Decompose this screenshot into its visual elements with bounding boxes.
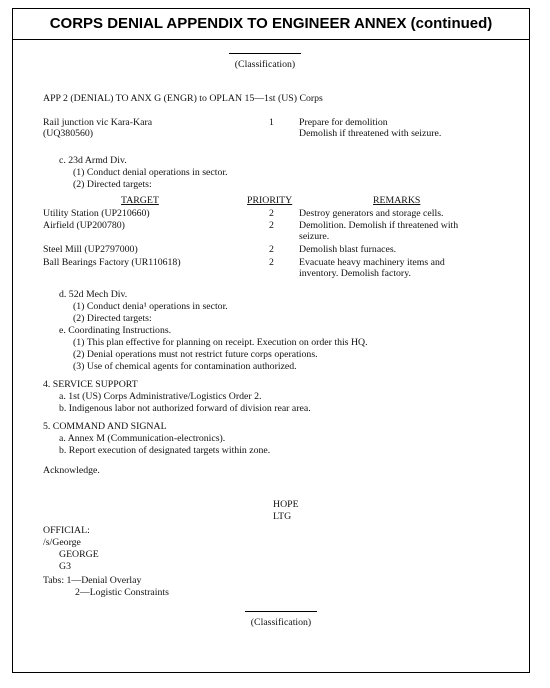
table-row-remarks: Evacuate heavy machinery items and [299, 257, 445, 268]
table-row-remarks: Demolition. Demolish if threatened with [299, 220, 459, 231]
document-title: CORPS DENIAL APPENDIX TO ENGINEER ANNEX (continued) [13, 9, 529, 40]
official-name: GEORGE [59, 549, 99, 560]
rail-target-line1: Rail junction vic Kara-Kara [43, 117, 153, 128]
section-e-item3: (3) Use of chemical agents for contamination authorized. [73, 361, 297, 372]
section-d-heading: d. 52d Mech Div. [59, 289, 128, 300]
document-page [12, 8, 530, 673]
table-row-target: Steel Mill (UP2797000) [43, 244, 138, 255]
classification-bottom: (Classification) [250, 617, 312, 628]
rail-remarks-line2: Demolish if threatened with seizure. [299, 128, 442, 139]
rail-remarks-line1: Prepare for demolition [299, 117, 388, 128]
column-header-remarks: REMARKS [373, 195, 421, 206]
table-row-priority: 2 [269, 220, 274, 231]
acknowledge-text: Acknowledge. [43, 465, 100, 476]
section-4-b: b. Indigenous labor not authorized forward of division rear area. [59, 403, 311, 414]
rail-target-line2: (UQ380560) [43, 128, 94, 139]
tabs-line1: Tabs: 1—Denial Overlay [43, 575, 142, 586]
section-5-b: b. Report execution of designated targets within zone. [59, 445, 271, 456]
section-4-a: a. 1st (US) Corps Administrative/Logistics Order 2. [59, 391, 262, 402]
section-c-item1: (1) Conduct denial operations in sector. [73, 167, 228, 178]
appendix-reference: APP 2 (DENIAL) TO ANX G (ENGR) to OPLAN 15—1st (US) Corps [43, 93, 323, 104]
section-e-item2: (2) Denial operations must not restrict future corps operations. [73, 349, 318, 360]
official-label: OFFICIAL: [43, 525, 90, 536]
section-e-item1: (1) This plan effective for planning on receipt. Execution on order this HQ. [73, 337, 368, 348]
section-5-heading: 5. COMMAND AND SIGNAL [43, 421, 167, 432]
rail-priority: 1 [269, 117, 274, 128]
table-row-target: Utility Station (UP210660) [43, 208, 150, 219]
table-row-priority: 2 [269, 208, 274, 219]
section-5-a: a. Annex M (Communication-electronics). [59, 433, 226, 444]
table-row-target: Airfield (UP200780) [43, 220, 125, 231]
table-row-remarks-continued: inventory. Demolish factory. [299, 268, 411, 279]
section-d-item1: (1) Conduct denia¹ operations in sector. [73, 301, 228, 312]
official-signature: /s/George [43, 537, 81, 548]
classification-top: (Classification) [234, 59, 296, 70]
section-4-heading: 4. SERVICE SUPPORT [43, 379, 138, 390]
column-header-priority: PRIORITY [247, 195, 293, 206]
section-c-heading: c. 23d Armd Div. [59, 155, 127, 166]
table-row-remarks-continued: seizure. [299, 231, 330, 242]
section-d-item2: (2) Directed targets: [73, 313, 152, 324]
table-row-priority: 2 [269, 257, 274, 268]
signature-rank: LTG [273, 511, 292, 522]
section-e-heading: e. Coordinating Instructions. [59, 325, 172, 336]
column-header-target: TARGET [121, 195, 159, 206]
table-row-remarks: Destroy generators and storage cells. [299, 208, 444, 219]
table-row-remarks: Demolish blast furnaces. [299, 244, 397, 255]
classification-rule-top [229, 53, 301, 54]
classification-rule-bottom [245, 611, 317, 612]
tabs-line2: 2—Logistic Constraints [75, 587, 169, 598]
section-c-item2: (2) Directed targets: [73, 179, 152, 190]
table-row-priority: 2 [269, 244, 274, 255]
table-row-target: Ball Bearings Factory (UR110618) [43, 257, 181, 268]
signature-name: HOPE [273, 499, 299, 510]
official-office: G3 [59, 561, 71, 572]
